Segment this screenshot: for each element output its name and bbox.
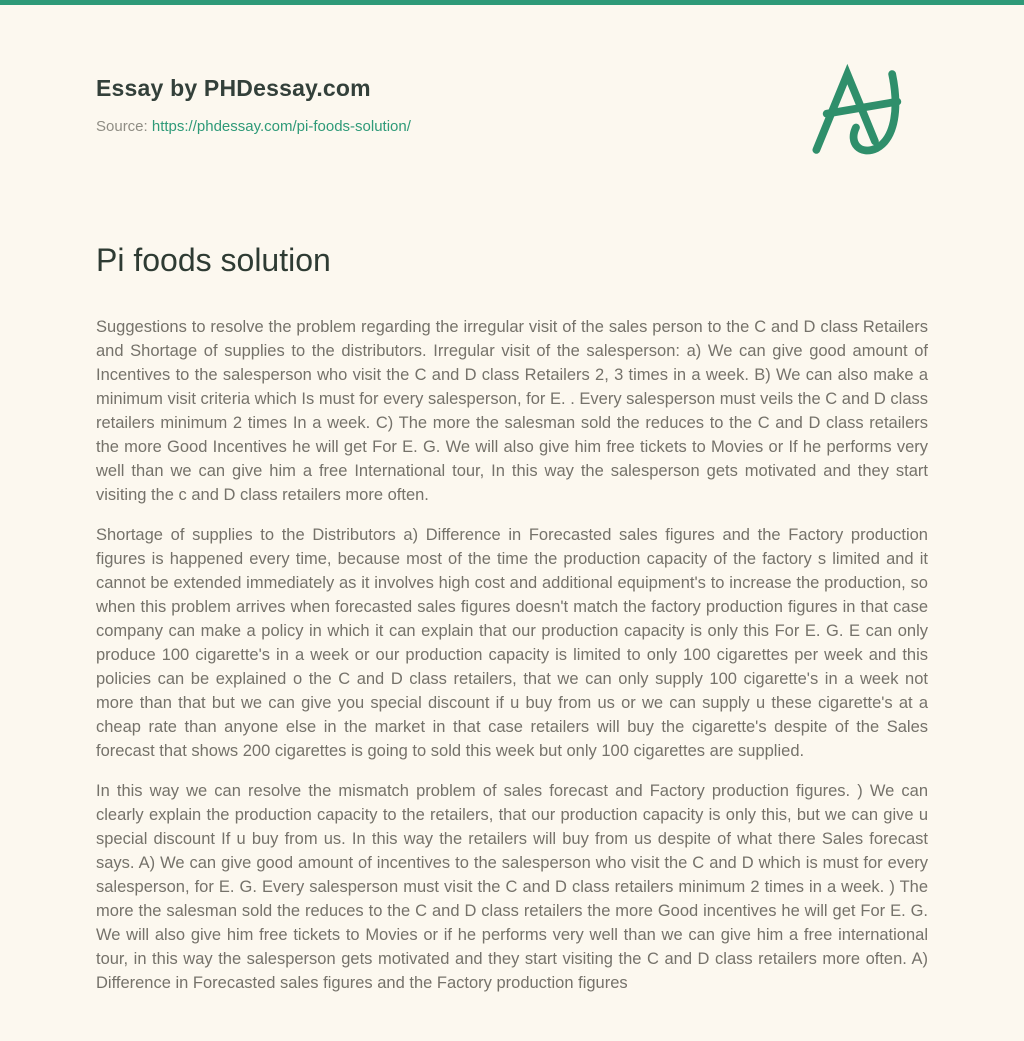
source-label: Source: [96,118,148,135]
essay-paragraph: Shortage of supplies to the Distributors a) Difference in Forecasted sales figures and the Factory production figures is happened every time, because most of the time the production capacity of the factory s limited and it cannot be extended immediately as it involves high cost and additional equipment's to increase the production, so when this problem arrives when forecasted sales figures doesn't match the factory production figures in that case company can make a policy in which it can explain that our production capacity is only this For E. G. E can only produce 100 cigarette's in a week or our production capacity is limited to only 100 cigarettes per week and this policies can be explained o the C and D class retailers, that we can only supply 100 cigarette's in a week not more than that but we can give you special discount if u buy from us or we can supply u these cigarette's at a cheap rate than anyone else in the market in that case retailers will buy the cigarette's despite of the Sales forecast that shows 200 cigarettes is going to sold this week but only 100 cigarettes are supplied. [96,526,928,760]
source-line [96,118,411,135]
essay-paragraph: In this way we can resolve the mismatch problem of sales forecast and Factory production figures. ) We can clearly explain the production capacity to the retailers, that our production capacity is only this, but we can give u special discount If u buy from us. In this way the retailers will buy from us despite of what there Sales forecast says. A) We can give good amount of incentives to the salesperson who visit the C and D which is must for every salesperson, for E. G. Every salesperson must visit the C and D class retailers minimum 2 times in a week. ) The more the salesman sold the reduces to the C and D class retailers the more Good incentives he will get For E. G. We will also give him free tickets to Movies or if he performs very well than we can give him a free international tour, in this way the salesperson gets motivated and they start visiting the C and D class retailers more often. A) Difference in Forecasted sales figures and the Factory production figures [96,782,928,992]
essay-by-heading: Essay by PHDessay.com [96,75,371,101]
essay-paragraph: Suggestions to resolve the problem regarding the irregular visit of the sales person to the C and D class Retailers and Shortage of supplies to the distributors. Irregular visit of the salesperson: a) We can give good amount of Incentives to the salesperson who visit the C and D class Retailers 2, 3 times in a week. B) We can also make a minimum visit criteria which Is must for every salesperson, for E. . Every salesperson must veils the C and D class retailers minimum 2 times In a week. C) The more the salesman sold the reduces to the C and D class retailers the more Good Incentives he will get For E. G. We will also give him free tickets to Movies or If he performs very well than we can give him a free International tour, In this way the salesperson gets motivated and they start visiting the c and D class retailers more often. [96,318,928,504]
source-link[interactable]: https://phdessay.com/pi-foods-solution/ [151,118,411,135]
header [96,75,928,166]
header-left [96,75,411,135]
page-container [0,75,1024,1041]
article-body [96,315,928,1041]
phdessay-logo-icon [806,63,918,166]
top-accent-bar [0,0,1024,5]
page-title: Pi foods solution [96,242,331,278]
